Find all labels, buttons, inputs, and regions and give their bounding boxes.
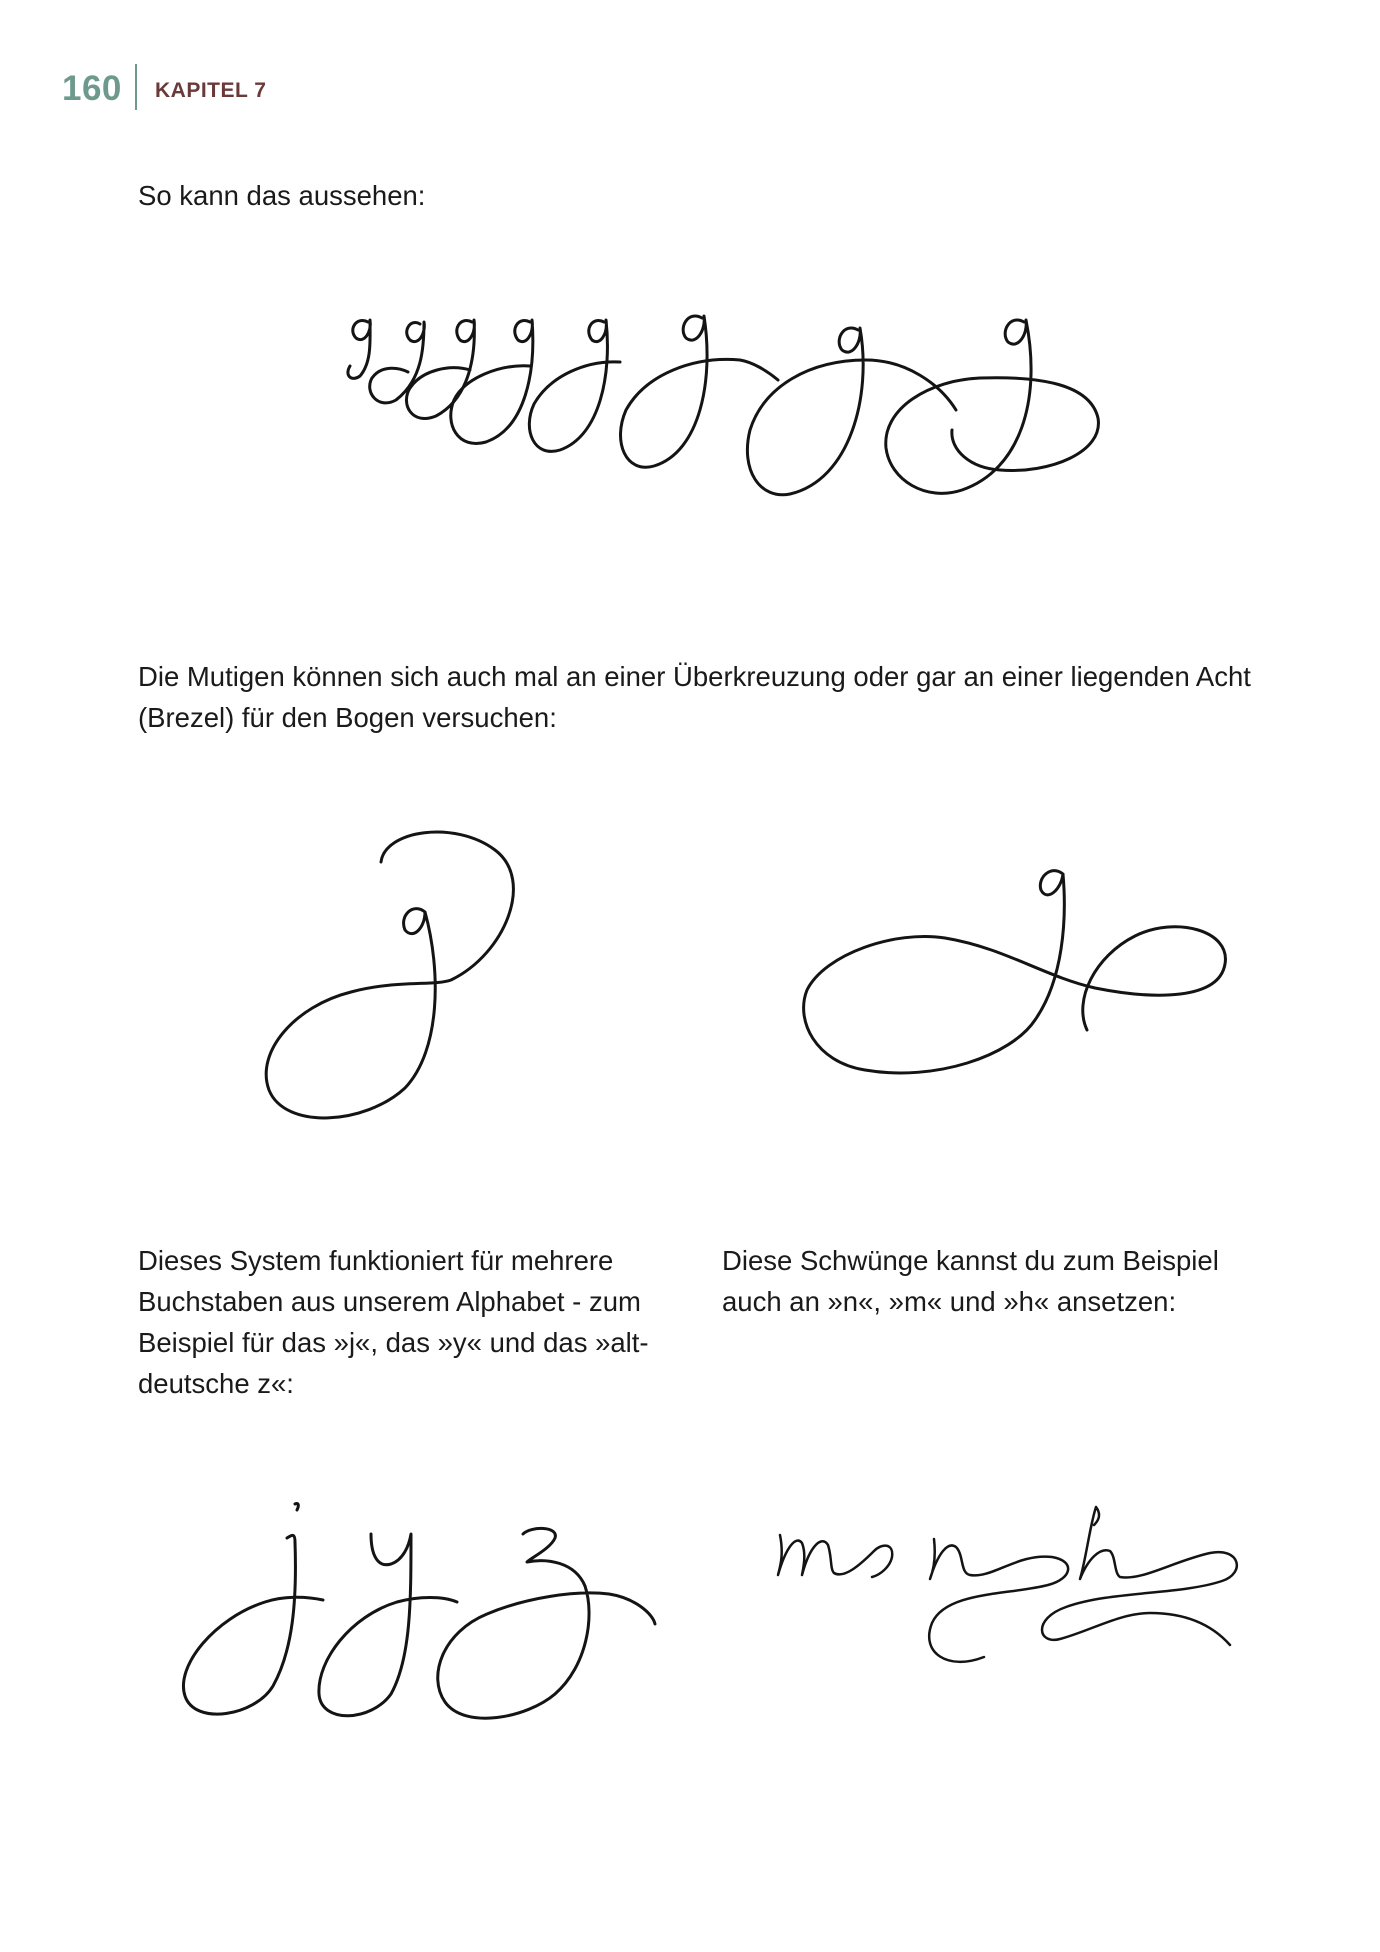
g-letter-2 — [370, 322, 425, 403]
g-crossover-illustration — [255, 820, 545, 1130]
h-letter — [1042, 1507, 1237, 1645]
swing-text: Diese Schwünge kannst du zum Beispiel auch an »n«, »m« und »h« ansetzen: — [722, 1245, 1219, 1317]
g-letter-5 — [529, 320, 620, 451]
mnh-illustration — [770, 1495, 1240, 1695]
z-letter — [438, 1528, 655, 1718]
g-letter-7 — [747, 328, 956, 495]
n-letter — [929, 1539, 1068, 1662]
m-letter — [778, 1535, 892, 1577]
g-letter-6 — [621, 316, 778, 467]
page-number: 160 — [62, 69, 122, 108]
system-text: Dieses System funktioniert für mehrere Buchstaben aus unserem Alphabet - zum Beispiel für das »j«, das »y« und das »alt-deutsche z«: — [138, 1245, 649, 1399]
y-letter — [319, 1534, 457, 1716]
jyz-illustration — [175, 1490, 665, 1730]
g-letter-8 — [886, 320, 1099, 493]
courage-text: Die Mutigen können sich auch mal an einer Überkreuzung oder gar an einer liegenden Acht (Brezel) für den Bogen versuchen: — [138, 661, 1251, 733]
g-letter-4 — [451, 320, 533, 443]
header-divider — [135, 64, 137, 110]
chapter-label: KAPITEL 7 — [155, 79, 267, 102]
g-loop-progression-illustration — [330, 300, 1130, 510]
j-letter — [183, 1503, 323, 1714]
intro-text: So kann das aussehen: — [138, 180, 426, 211]
g-pretzel-illustration — [795, 850, 1245, 1090]
g-letter-1 — [348, 320, 370, 378]
